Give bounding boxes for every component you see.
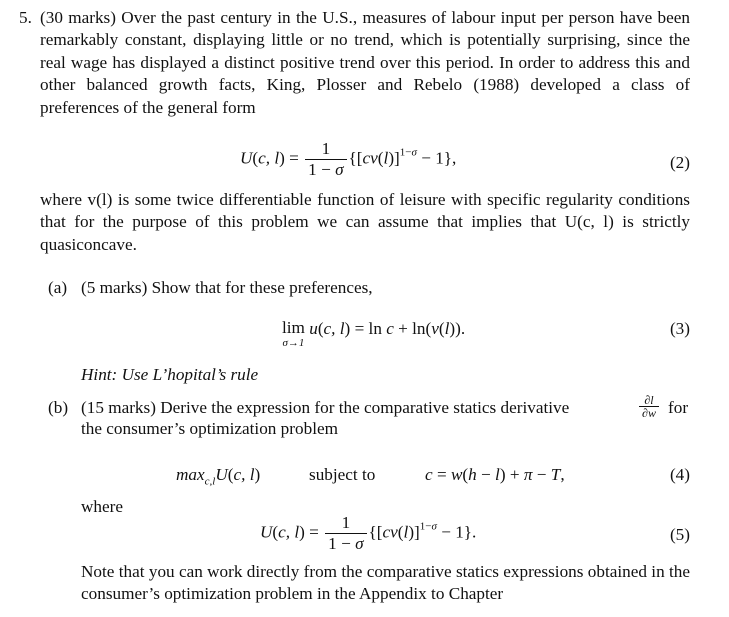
part-a-label: (a): [48, 278, 68, 297]
question-after-eq2: where v(l) is some twice differentiable function of leisure with specific regularity conditions that for the purpose of this problem we can assume that implies that U(c, l) is strictly quasiconcave.: [40, 190, 690, 254]
part-b-where: where: [81, 497, 123, 516]
part-b-label: (b): [48, 398, 69, 417]
part-b-text-line1: (15 marks) Derive the expression for the comparative statics derivative: [81, 398, 570, 417]
question-number: 5.: [19, 8, 32, 27]
equation-4-number: (4): [669, 465, 690, 484]
equation-5: U(c, l) = $\frac{1}{1 - \sigma}$ $\{[cv(l)]^{1-\sigma} - 1\}$.: [260, 513, 477, 553]
part-a-hint: Hint: Use L’hopital’s rule: [81, 365, 259, 384]
equation-5-number: (5): [669, 525, 690, 544]
part-a-text: (5 marks) Show that for these preferences,: [81, 278, 373, 297]
part-b-for: for: [668, 398, 689, 417]
question-intro: (30 marks) Over the past century in the U.S., measures of labour input per person have been remarkably constant, displaying little or no trend, which is potentially surprising, since the real wage has displayed a distinct positive trend over this period. In order to address this and other balanced growth facts, King, Plosser and Rebelo (1988) developed a class of preferences of the general form: [40, 8, 690, 117]
equation-4-subject-to: subject to: [309, 465, 376, 484]
equation-4-constraint: c = w(h − l) + π − T,: [425, 465, 565, 484]
part-b-text-line2: the consumer’s optimization problem: [81, 419, 338, 438]
equation-3: lim σ→1 u(c, l) = ln c + ln(v(l)).: [282, 318, 466, 349]
equation-4: $\max_{c,l}U(c$, l): [176, 465, 261, 488]
equation-2: U(c, l) = $\frac{1}{1 - \sigma}$ $\{[cv(l)]^{1-\sigma} - 1\}$,: [240, 139, 457, 179]
equation-2-number: (2): [669, 153, 690, 172]
part-b-note: Note that you can work directly from the comparative statics expressions obtained in the consumer’s optimization problem in the Appendix to Chapter: [81, 562, 690, 604]
equation-3-number: (3): [669, 319, 690, 338]
derivative-dl-dw: $\frac{\partial l}{\partial w}$: [637, 394, 661, 419]
